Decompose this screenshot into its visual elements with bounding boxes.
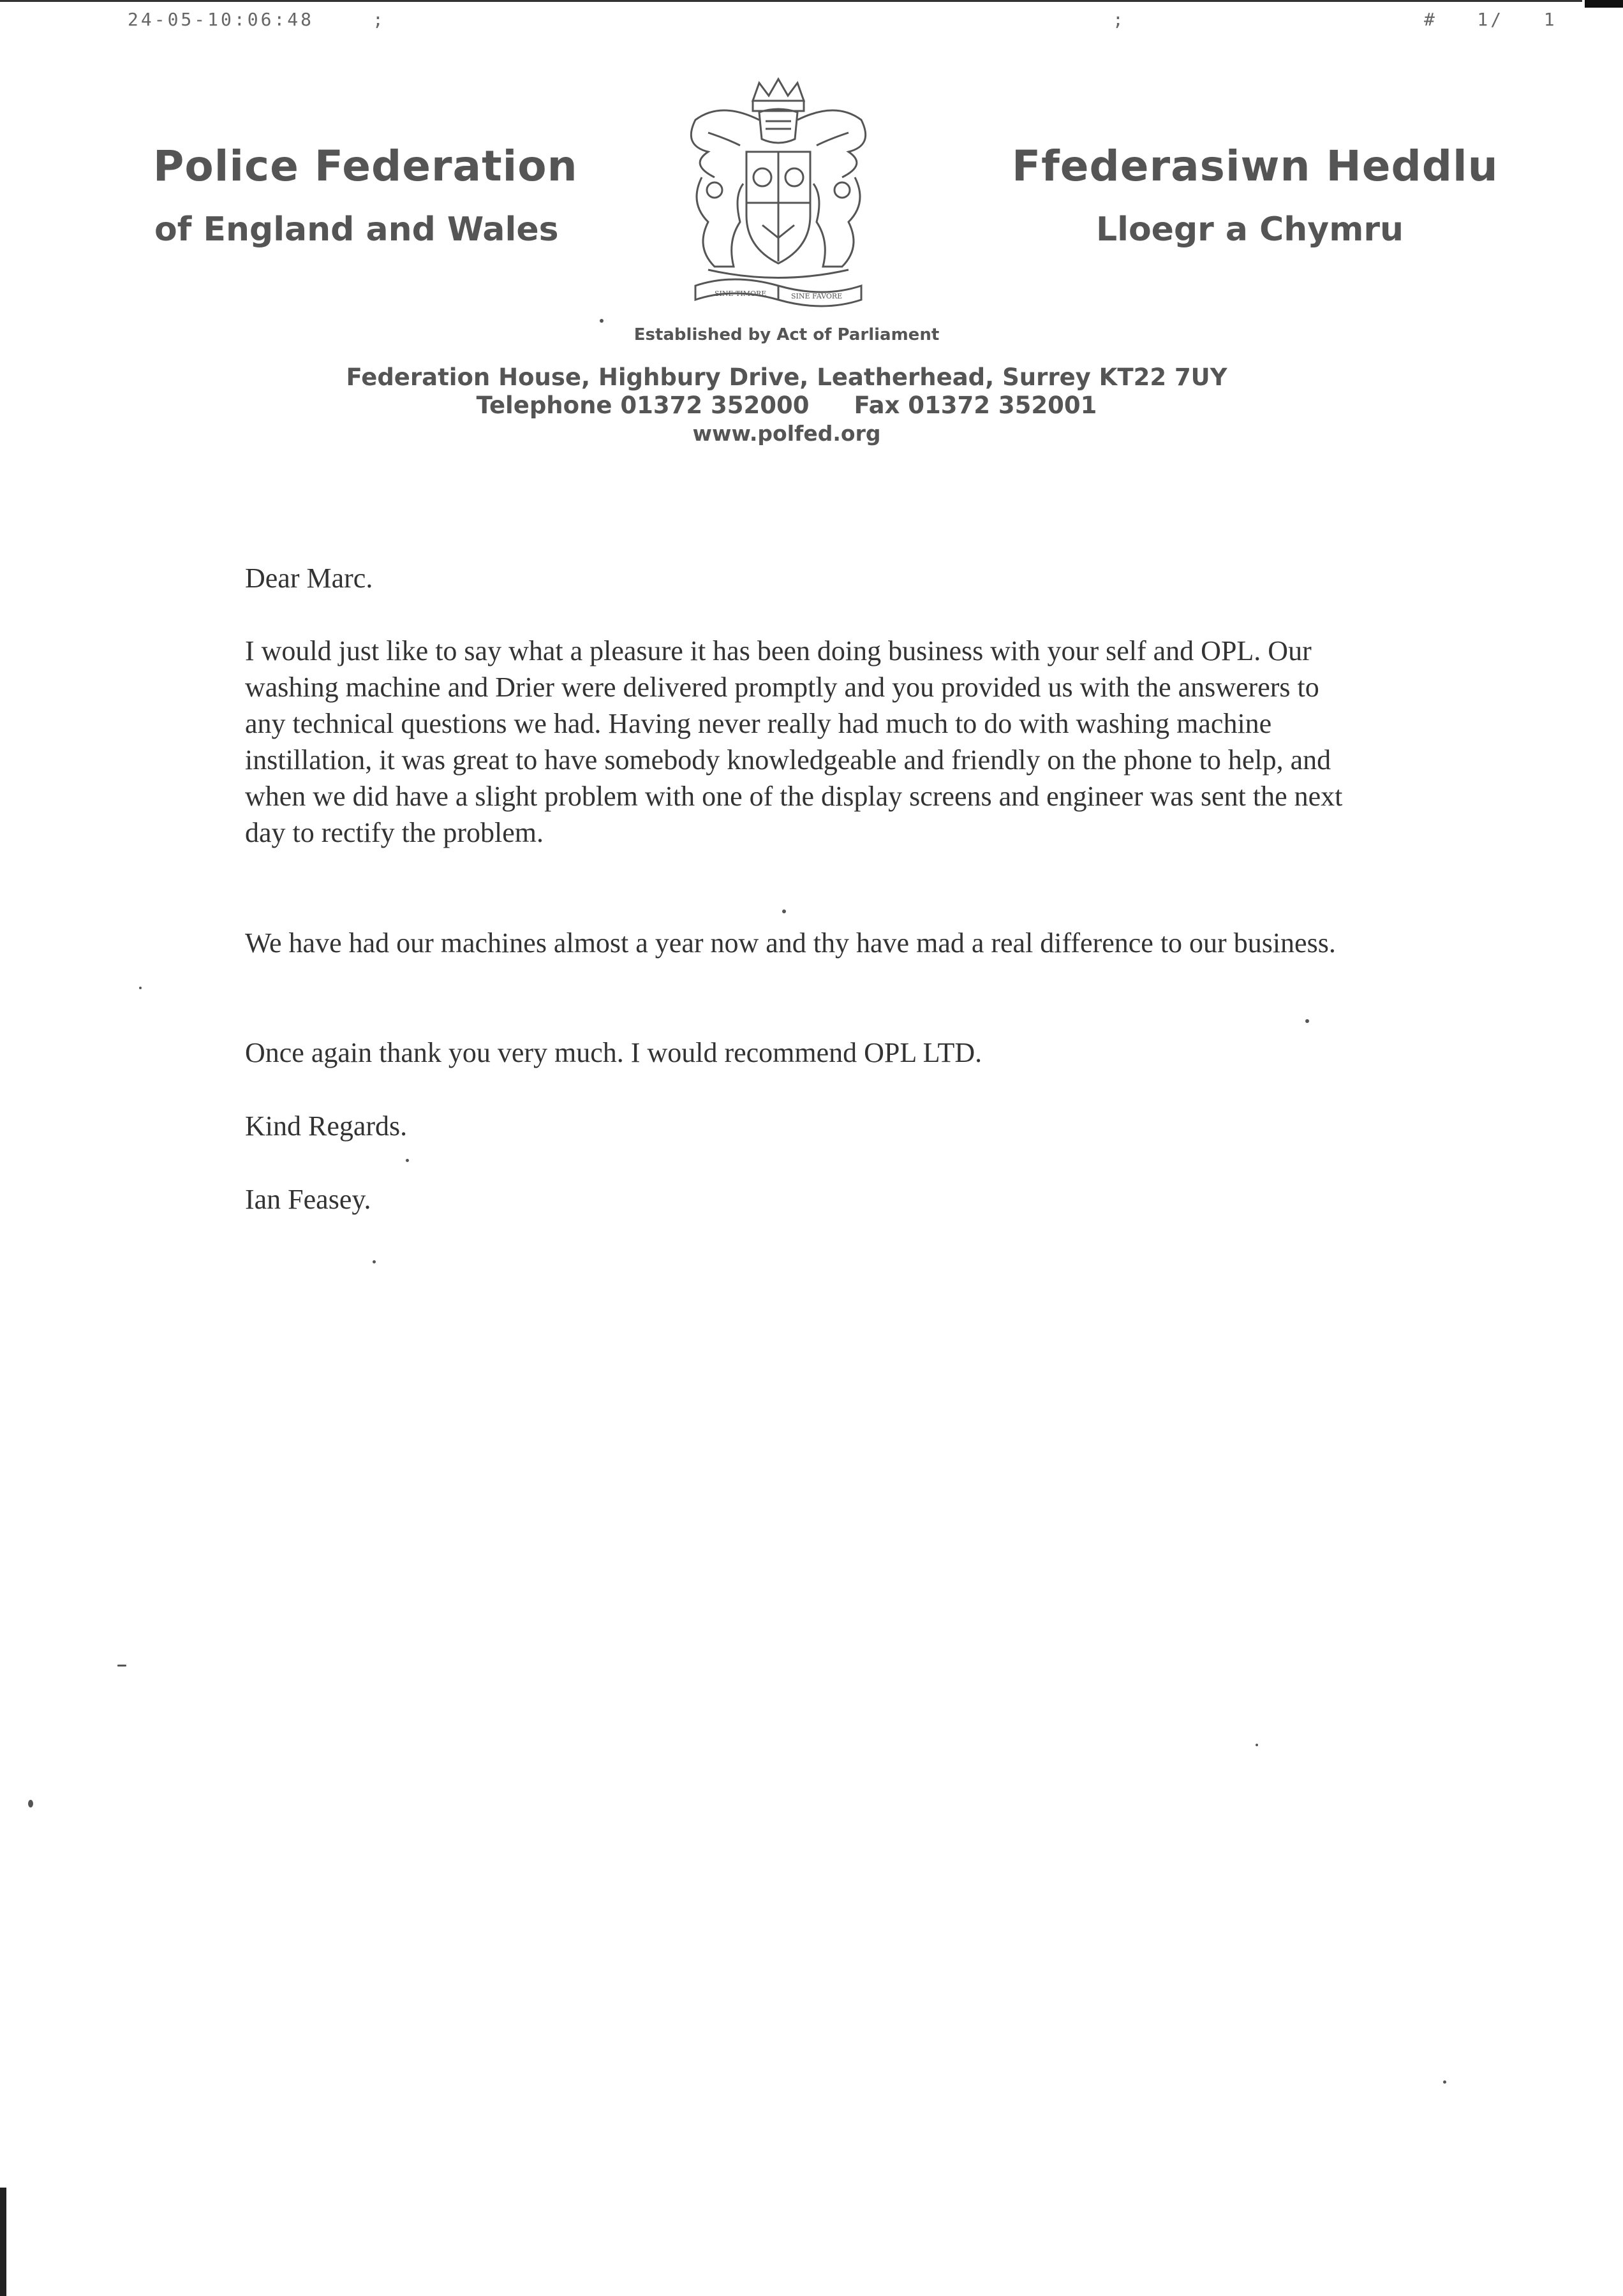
scan-left-edge: [0, 2188, 6, 2296]
letter-paragraph: We have had our machines almost a year now and thy have mad a real difference to our business.: [245, 927, 1336, 959]
svg-text:SINE TIMORE: SINE TIMORE: [715, 290, 767, 298]
website-link: www.polfed.org: [692, 421, 881, 446]
signature: Ian Feasey.: [245, 1184, 371, 1215]
scan-speck: [373, 1260, 376, 1263]
scan-speck: [406, 1159, 409, 1162]
svg-text:SINE FAVORE: SINE FAVORE: [791, 292, 843, 300]
letter-paragraph: I would just like to say what a pleasure it has been doing business with your self and OPL. Our washing machine and Drier were delivered promptly and you provided us with the answerers to any technical questions we had. Having never really had much to do with washing machine instillation, it was great to have somebody knowledgeable and friendly on the phone to help, and when we did have a slight problem with one of the display screens and engineer was sent the next day to rectify the problem.: [245, 635, 1343, 848]
letterhead-title-welsh: Ffederasiwn Heddlu: [1012, 142, 1499, 191]
fax-number: Fax 01372 352001: [854, 392, 1097, 419]
closing: Kind Regards.: [245, 1110, 408, 1142]
fax-page-indicator: # 1/ 1: [1424, 9, 1557, 30]
scan-speck: [117, 1665, 126, 1667]
letter-paragraph: Once again thank you very much. I would recommend OPL LTD.: [245, 1037, 982, 1068]
scan-speck: [1443, 2080, 1446, 2084]
fax-timestamp: 24-05-10:06:48: [128, 9, 315, 30]
fax-separator: ;: [373, 9, 386, 30]
coat-of-arms-crest-icon: [670, 75, 887, 311]
scan-speck: [600, 319, 604, 323]
scan-corner-mark: [1585, 0, 1623, 8]
salutation: Dear Marc.: [245, 563, 373, 594]
scan-speck: [1256, 1744, 1258, 1746]
scan-speck: [1305, 1019, 1309, 1023]
address-line: Federation House, Highbury Drive, Leatherhead, Surrey KT22 7UY: [346, 364, 1227, 391]
letterhead-title-english: Police Federation: [153, 142, 578, 191]
contact-line: [0, 392, 1573, 419]
scan-speck: [139, 987, 142, 989]
letterhead-subtitle-english: of England and Wales: [154, 210, 559, 249]
letterhead-subtitle-welsh: Lloegr a Chymru: [1096, 210, 1404, 249]
fax-separator: ;: [1113, 9, 1126, 30]
scan-speck: [782, 909, 786, 913]
scan-speck: [28, 1800, 33, 1807]
scan-top-border: [0, 0, 1582, 2]
established-line: Established by Act of Parliament: [634, 325, 940, 344]
telephone-number: Telephone 01372 352000: [476, 392, 810, 419]
